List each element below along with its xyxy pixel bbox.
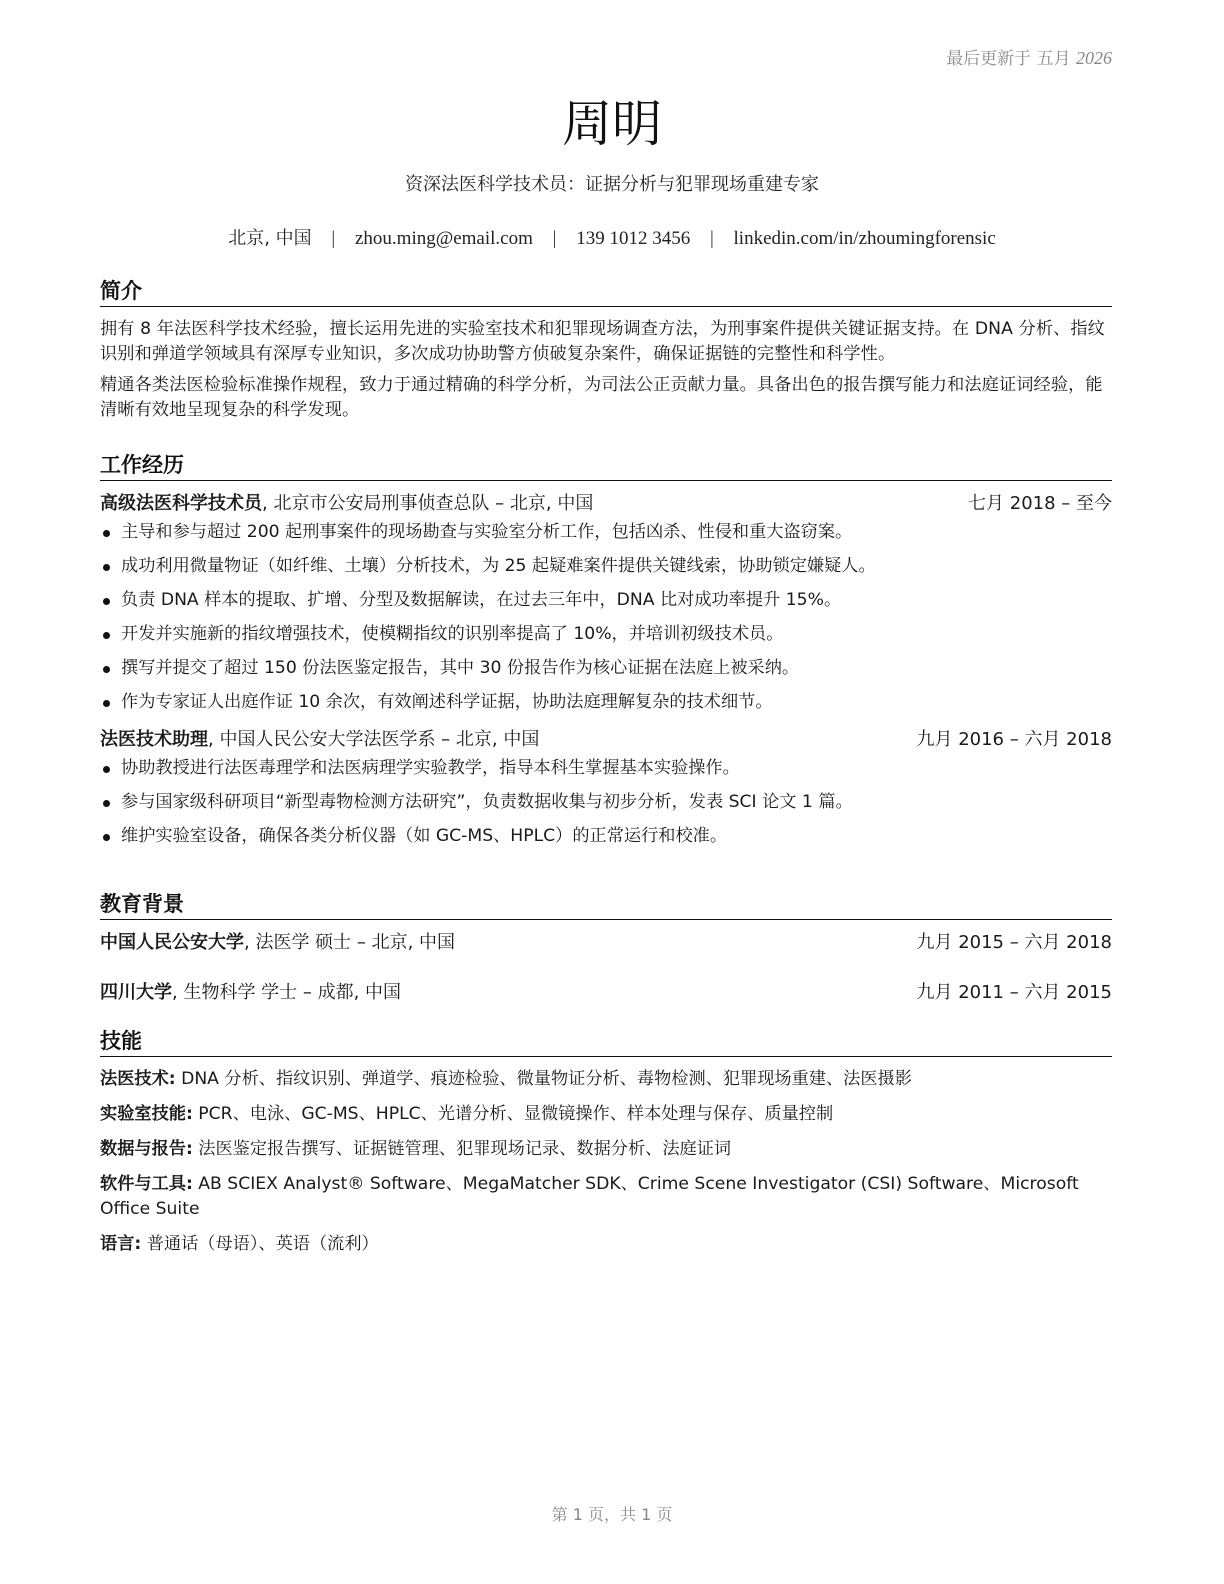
contact-separator: | <box>331 228 336 249</box>
job-org: , 北京市公安局刑事侦查总队 – 北京, 中国 <box>262 493 594 514</box>
job-entry <box>100 727 1112 849</box>
job-dates: 九月 2016 – 六月 2018 <box>916 729 1112 750</box>
last-updated-year: 2026 <box>1076 48 1112 68</box>
education-school: 四川大学 <box>100 982 172 1003</box>
education-item <box>100 930 1112 955</box>
last-updated-prefix: 最后更新于 五月 <box>946 49 1071 69</box>
education-line <box>100 930 455 955</box>
education-detail: , 生物科学 学士 – 成都, 中国 <box>172 982 402 1003</box>
contact-separator: | <box>552 228 557 249</box>
education-dates: 九月 2011 – 六月 2015 <box>916 982 1112 1003</box>
contact-linkedin-link[interactable]: linkedin.com/in/zhoumingforensic <box>733 228 996 249</box>
skill-row <box>100 1137 1112 1162</box>
job-title-line <box>100 491 593 516</box>
skill-label: 法医技术: <box>100 1069 176 1089</box>
job-bullet: 开发并实施新的指纹增强技术，使模糊指纹的识别率提高了 10%，并培训初级技术员。 <box>100 622 1112 647</box>
education-section <box>100 891 1112 1005</box>
page-number: 第 1 页，共 1 页 <box>551 1505 673 1524</box>
job-bullet: 负责 DNA 样本的提取、扩增、分型及数据解读，在过去三年中，DNA 比对成功率提升 15%。 <box>100 588 1112 613</box>
education-line <box>100 980 401 1005</box>
summary-paragraph: 拥有 8 年法医科学技术经验，擅长运用先进的实验室技术和犯罪现场调查方法，为刑事案件提供关键证据支持。在 DNA 分析、指纹识别和弹道学领域具有深厚专业知识，多次成功协助警方侦破复杂案件，确保证据链的完整性和科学性。 <box>100 319 1105 364</box>
education-school: 中国人民公安大学 <box>100 932 244 953</box>
contact-separator: | <box>709 228 714 249</box>
contact-email-link[interactable]: zhou.ming@email.com <box>354 228 533 249</box>
job-title-line <box>100 727 539 752</box>
skill-row <box>100 1232 1112 1257</box>
section-title-education: 教育背景 <box>100 891 1112 920</box>
candidate-name: 周明 <box>562 95 662 153</box>
skills-section <box>100 1028 1112 1267</box>
skill-row <box>100 1102 1112 1127</box>
skill-value: 法医鉴定报告撰写、证据链管理、犯罪现场记录、数据分析、法庭证词 <box>192 1139 732 1159</box>
job-bullet: 参与国家级科研项目“新型毒物检测方法研究”，负责数据收集与初步分析，发表 SCI 论文 1 篇。 <box>100 790 1112 815</box>
job-entry <box>100 491 1112 715</box>
education-detail: , 法医学 硕士 – 北京, 中国 <box>244 932 456 953</box>
skill-value: DNA 分析、指纹识别、弹道学、痕迹检验、微量物证分析、毒物检测、犯罪现场重建、法医摄影 <box>175 1069 912 1089</box>
job-bullet: 协助教授进行法医毒理学和法医病理学实验教学，指导本科生掌握基本实验操作。 <box>100 756 1112 781</box>
skill-label: 数据与报告: <box>100 1139 193 1159</box>
skill-label: 语言: <box>100 1234 142 1254</box>
skill-row <box>100 1067 1112 1092</box>
skill-value: PCR、电泳、GC-MS、HPLC、光谱分析、显微镜操作、样本处理与保存、质量控制 <box>192 1104 834 1124</box>
headline: 资深法医科学技术员：证据分析与犯罪现场重建专家 <box>405 174 819 195</box>
job-role: 高级法医科学技术员 <box>100 493 262 514</box>
job-bullet: 撰写并提交了超过 150 份法医鉴定报告，其中 30 份报告作为核心证据在法庭上被采纳。 <box>100 656 1112 681</box>
section-title-experience: 工作经历 <box>100 452 1112 481</box>
section-title-skills: 技能 <box>100 1028 1112 1057</box>
skill-row <box>100 1172 1112 1222</box>
contact-line <box>0 224 1224 250</box>
summary-section <box>100 278 1112 429</box>
job-bullet: 维护实验室设备，确保各类分析仪器（如 GC-MS、HPLC）的正常运行和校准。 <box>100 824 1112 849</box>
job-bullet: 作为专家证人出庭作证 10 余次，有效阐述科学证据，协助法庭理解复杂的技术细节。 <box>100 690 1112 715</box>
experience-section <box>100 452 1112 858</box>
section-title-summary: 简介 <box>100 278 1112 307</box>
skill-value: AB SCIEX Analyst® Software、MegaMatcher SDK、Crime Scene Investigator (CSI) Software、Microsoft Office Suite <box>100 1174 1079 1219</box>
education-dates: 九月 2015 – 六月 2018 <box>916 932 1112 953</box>
job-role: 法医技术助理 <box>100 729 208 750</box>
education-item <box>100 980 1112 1005</box>
contact-location: 北京, 中国 <box>228 228 312 249</box>
job-bullets <box>100 756 1112 849</box>
job-bullet: 成功利用微量物证（如纤维、土壤）分析技术，为 25 起疑难案件提供关键线索，协助锁定嫌疑人。 <box>100 554 1112 579</box>
skill-label: 软件与工具: <box>100 1174 193 1194</box>
job-bullets <box>100 520 1112 715</box>
job-dates: 七月 2018 – 至今 <box>968 493 1112 514</box>
job-bullet: 主导和参与超过 200 起刑事案件的现场勘查与实验室分析工作，包括凶杀、性侵和重大盗窃案。 <box>100 520 1112 545</box>
last-updated <box>946 44 1112 69</box>
contact-phone: 139 1012 3456 <box>576 228 691 249</box>
skill-value: 普通话（母语）、英语（流利） <box>141 1234 379 1254</box>
job-header <box>100 491 1112 516</box>
job-header <box>100 727 1112 752</box>
skill-label: 实验室技能: <box>100 1104 193 1124</box>
summary-paragraph: 精通各类法医检验标准操作规程，致力于通过精确的科学分析，为司法公正贡献力量。具备出色的报告撰写能力和法庭证词经验，能清晰有效地呈现复杂的科学发现。 <box>100 375 1103 420</box>
job-org: , 中国人民公安大学法医学系 – 北京, 中国 <box>208 729 540 750</box>
